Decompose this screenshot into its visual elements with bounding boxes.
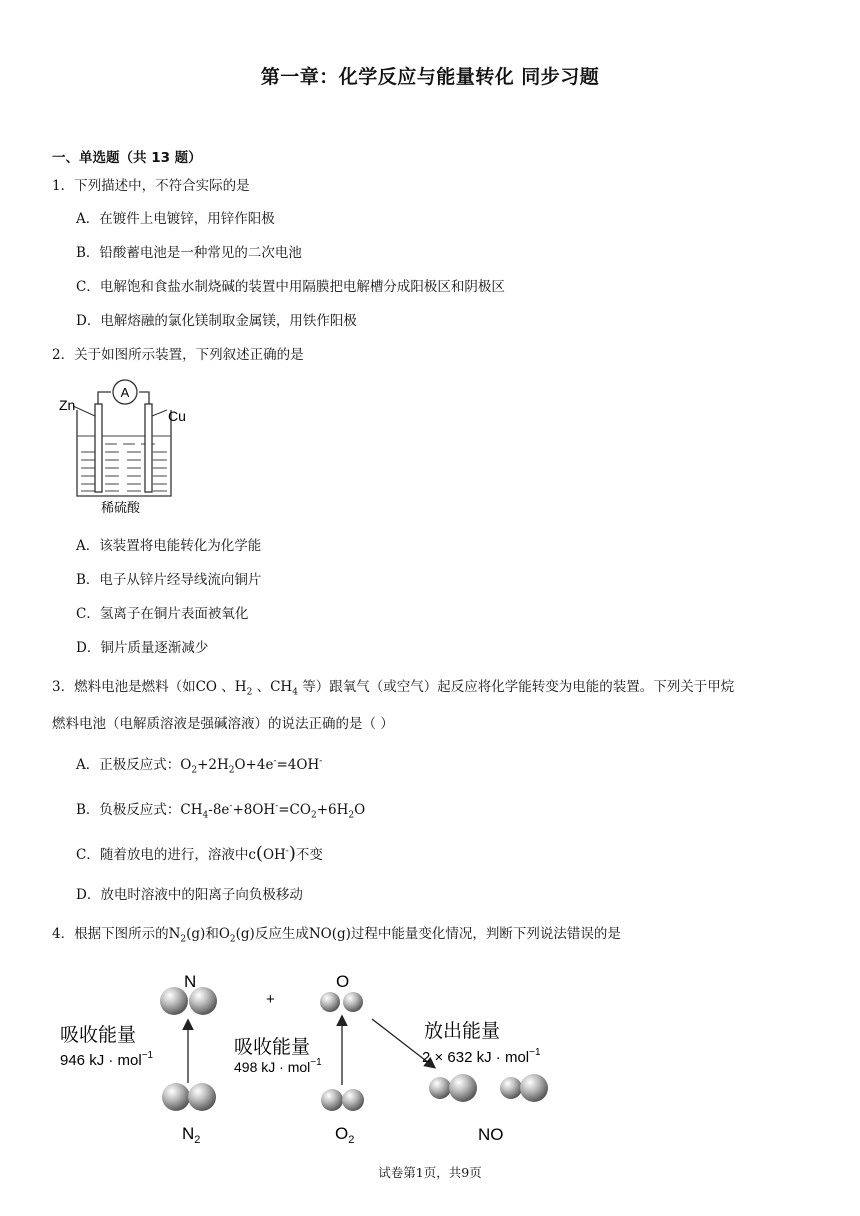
question-1-option-c: C．电解饱和食盐水制烧碱的装置中用隔膜把电解槽分成阳极区和阴极区 bbox=[76, 279, 505, 295]
absorb-energy-2-value: 498 kJ · mol$^{-1}$ bbox=[234, 1057, 322, 1075]
question-3-option-d: D．放电时溶液中的阳离子向负极移动 bbox=[76, 887, 303, 903]
o2-label: $O_2$ bbox=[335, 1124, 355, 1146]
copper-label: Cu bbox=[168, 408, 186, 424]
zinc-electrode bbox=[95, 404, 102, 492]
question-3-stem: 3．燃料电池是燃料（如CO 、$H_2$ 、$CH_4$ 等）跟氧气（或空气）起反应将化学能转变为电能的装置。下列关于甲烷 bbox=[52, 679, 735, 698]
question-1-option-a: A．在镀件上电镀锌，用锌作阳极 bbox=[76, 211, 275, 227]
section-heading: 一、单选题（共 13 题） bbox=[52, 150, 202, 166]
page-title: 第一章：化学反应与能量转化 同步习题 bbox=[260, 66, 600, 88]
question-2-option-a: A．该装置将电能转化为化学能 bbox=[76, 538, 262, 554]
question-2-option-d: D．铜片质量逐渐减少 bbox=[76, 640, 209, 656]
question-3-option-a: A．正极反应式：$O_2+2H_2O+4e^-=4OH^-$ bbox=[76, 756, 323, 776]
absorb-energy-2-title: 吸收能量 bbox=[234, 1037, 311, 1058]
question-2-stem: 2．关于如图所示装置，下列叙述正确的是 bbox=[52, 347, 304, 363]
release-energy-value: 2 × 632 kJ · mol$^{-1}$ bbox=[422, 1047, 541, 1066]
question-2-option-b: B．电子从锌片经导线流向铜片 bbox=[76, 572, 262, 588]
n-atoms bbox=[160, 987, 217, 1015]
question-1-option-b: B．铅酸蓄电池是一种常见的二次电池 bbox=[76, 245, 302, 261]
atom-n-label: N bbox=[184, 972, 197, 991]
o-atoms bbox=[320, 992, 363, 1012]
n2-label: $N_2$ bbox=[182, 1124, 201, 1146]
plus-sign: + bbox=[266, 991, 275, 1008]
n2-molecule bbox=[162, 1083, 216, 1111]
absorb-energy-1-title: 吸收能量 bbox=[60, 1025, 137, 1046]
electrolyte-caption: 稀硫酸 bbox=[101, 500, 141, 515]
question-3-option-b: B．负极反应式：$CH_4-8e^-+8OH^-=CO_2+6H_2O$ bbox=[76, 801, 366, 821]
copper-electrode bbox=[145, 404, 152, 492]
question-1-stem: 1．下列描述中，不符合实际的是 bbox=[52, 178, 250, 194]
beaker bbox=[77, 410, 171, 496]
energy-change-figure bbox=[50, 955, 570, 1155]
absorb-energy-1-value: 946 kJ · mol$^{-1}$ bbox=[60, 1050, 154, 1069]
question-4-stem: 4．根据下图所示的$N_2(g)$和$O_2(g)$反应生成NO(g)过程中能量变化情况，判断下列说法错误的是 bbox=[52, 926, 621, 945]
electrolyte-solution bbox=[77, 436, 171, 491]
question-3-option-c: C．随着放电的进行，溶液中c(OH-)不变 bbox=[76, 843, 323, 864]
question-1-option-d: D．电解熔融的氯化镁制取金属镁，用铁作阳极 bbox=[76, 313, 357, 329]
question-2-option-c: C．氢离子在铜片表面被氧化 bbox=[76, 606, 249, 622]
no-molecules bbox=[429, 1074, 548, 1102]
question-3-stem-line2: 燃料电池（电解质溶液是强碱溶液）的说法正确的是（ ） bbox=[52, 716, 394, 732]
atom-o-label: O bbox=[336, 972, 350, 991]
galvanic-cell-figure bbox=[55, 378, 195, 518]
no-label: NO bbox=[478, 1125, 504, 1144]
o2-molecule bbox=[321, 1089, 364, 1111]
ammeter-label: A bbox=[120, 385, 130, 400]
release-energy-title: 放出能量 bbox=[424, 1021, 501, 1042]
zinc-label: Zn bbox=[59, 397, 76, 413]
page-footer: 试卷第1页，共9页 bbox=[378, 1165, 482, 1180]
